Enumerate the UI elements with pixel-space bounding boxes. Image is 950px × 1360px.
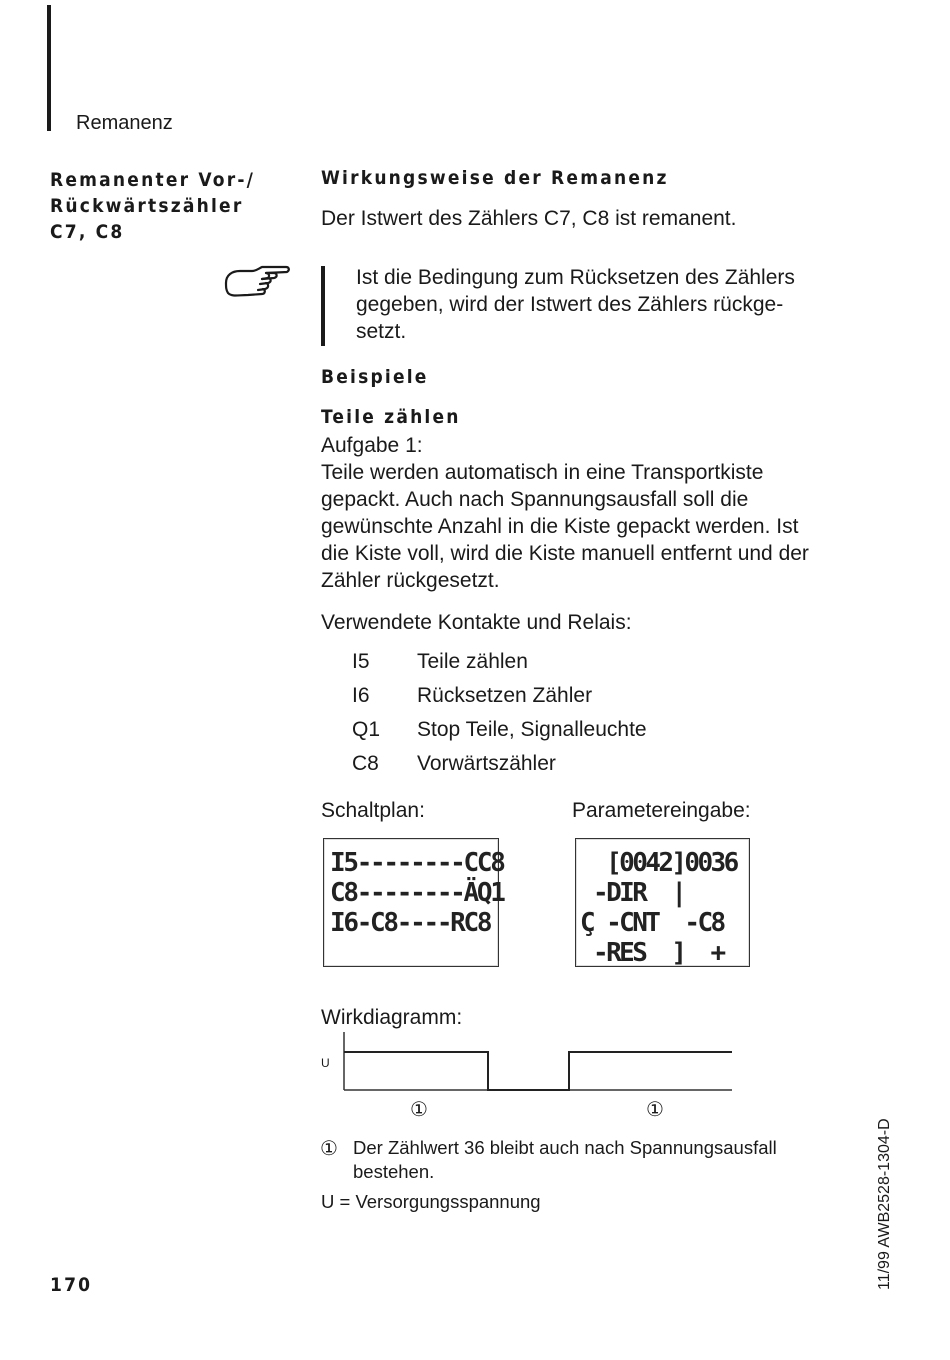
- heading-teile-zaehlen: Teile zählen: [321, 406, 461, 428]
- contact-desc: Vorwärtszähler: [417, 752, 556, 775]
- parameter-display: [575, 838, 750, 967]
- legend-text: U = Versorgungsspannung: [321, 1191, 541, 1212]
- task-line: die Kiste voll, wird die Kiste manuell entfernt und der: [321, 542, 809, 565]
- parameter-line: [0042]0036: [580, 848, 737, 878]
- marker-one: ①: [646, 1099, 664, 1121]
- parameter-line: Ç -CNT -C8: [580, 908, 724, 938]
- footnote-marker: ①: [320, 1138, 338, 1160]
- footnote-text: [353, 1136, 777, 1184]
- contact-desc: Rücksetzen Zähler: [417, 684, 593, 707]
- task-line: Teile werden automatisch in eine Transportkiste: [321, 461, 764, 484]
- parametereingabe-label: Parametereingabe:: [572, 799, 751, 822]
- page-number: 170: [50, 1274, 93, 1296]
- axis-label-u: U: [321, 1056, 330, 1070]
- note-line: Ist die Bedingung zum Rücksetzen des Zählers: [356, 266, 795, 289]
- signal-trace: [344, 1052, 732, 1090]
- contact-code: I6: [352, 684, 370, 707]
- note-line: setzt.: [356, 320, 407, 343]
- sidebar-title-line: C7, C8: [50, 221, 125, 243]
- contacts-label: Verwendete Kontakte und Relais:: [321, 611, 632, 634]
- note-bar: [321, 266, 325, 346]
- contact-desc: Stop Teile, Signalleuchte: [417, 718, 647, 741]
- schaltplan-line: C8--------ÄQ1: [330, 878, 504, 908]
- task-line: Zähler rückgesetzt.: [321, 569, 500, 592]
- task-line: Aufgabe 1:: [321, 434, 423, 457]
- section-header: Remanenz: [76, 112, 173, 134]
- task-line: gepackt. Auch nach Spannungsausfall soll die: [321, 488, 749, 511]
- note-line: gegeben, wird der Istwert des Zählers rückge-: [356, 293, 784, 316]
- contact-code: C8: [352, 752, 379, 775]
- timing-diagram: [318, 1030, 748, 1100]
- marker-one: ①: [410, 1099, 428, 1121]
- contact-desc: Teile zählen: [417, 650, 528, 673]
- margin-bar: [47, 5, 51, 131]
- task-line: gewünschte Anzahl in die Kiste gepackt werden. Ist: [321, 515, 799, 538]
- schaltplan-display: [323, 838, 504, 967]
- footnote-line: bestehen.: [353, 1161, 435, 1182]
- task-text: [321, 432, 809, 594]
- intro-text: Der Istwert des Zählers C7, C8 ist remanent.: [321, 207, 737, 230]
- contact-code: Q1: [352, 718, 381, 741]
- note-text: [356, 264, 795, 345]
- heading-wirkungsweise: Wirkungsweise der Remanenz: [321, 167, 669, 189]
- footnote-line: Der Zählwert 36 bleibt auch nach Spannungsausfall: [353, 1137, 777, 1158]
- sidebar-title: [50, 167, 255, 245]
- contact-code: I5: [352, 650, 370, 673]
- doc-id: 11/99 AWB2528-1304-D: [876, 1118, 893, 1290]
- parameter-line: -RES ] +: [580, 938, 724, 968]
- sidebar-title-line: Rückwärtszähler: [50, 195, 244, 217]
- schaltplan-line: I6-C8----RC8: [330, 908, 491, 938]
- pointing-hand-icon: [222, 263, 292, 305]
- parameter-line: -DIR |: [580, 878, 685, 908]
- wirkdiagramm-label: Wirkdiagramm:: [321, 1006, 463, 1029]
- sidebar-title-line: Remanenter Vor-/: [50, 169, 256, 191]
- schaltplan-label: Schaltplan:: [321, 799, 425, 822]
- heading-beispiele: Beispiele: [321, 366, 429, 388]
- schaltplan-line: I5--------CC8: [330, 848, 504, 878]
